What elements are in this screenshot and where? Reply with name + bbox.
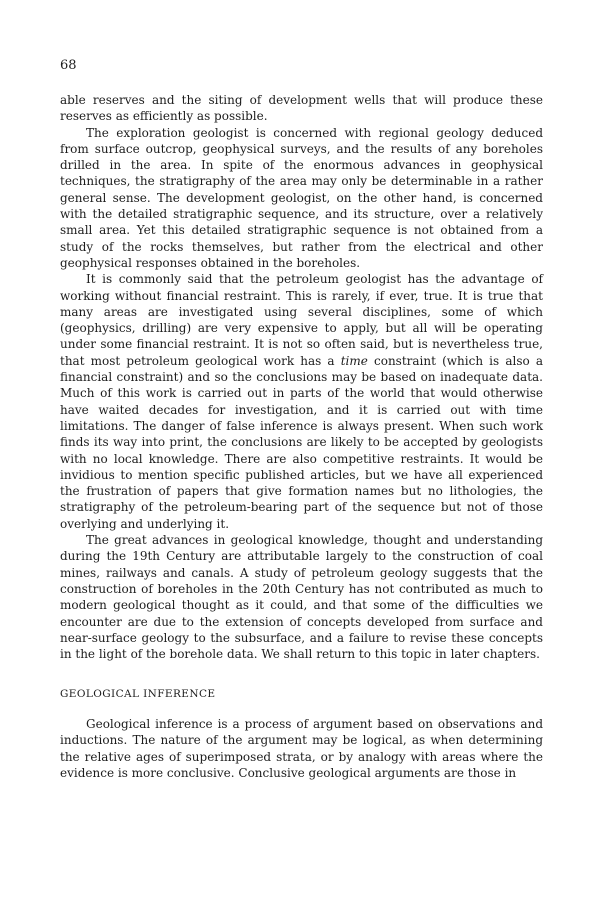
page-number: 68 [60,58,77,73]
paragraph-3-part-b: constraint (which is also a financial constraint) and so the conclusions may be based on inadequate data. Much of this work is carried out in parts of the world that would otherwise have waited decades for investigation, and it is carried out with time limitations. The danger of false inference is always present. When such work finds its way into print, the conclusions are likely to be accepted by geologists with no local knowledge. There are also competitive restraints. It would be invidious to mention specific published articles, but we have all experienced the frustration of papers that give formation names but no lithologies, the stratigraphy of the petroleum-bearing part of the sequence but not of those overlying and underlying it. [60,353,543,531]
paragraph-4: The great advances in geological knowledge, thought and understanding during the 19th Century are attributable largely to the construction of coal mines, railways and canals. A study of petroleum geology suggests that the construction of boreholes in the 20th Century has not contributed as much to modern geological thought as it could, and that some of the difficulties we encounter are due to the extension of concepts developed from surface and near-surface geology to the subsurface, and a failure to revise these concepts in the light of the borehole data. We shall return to this topic in later chapters. [60,533,543,662]
paragraph-2: The exploration geologist is concerned with regional geology deduced from surface outcrop, geophysical surveys, and the results of any boreholes drilled in the area. In spite of the enormous advances in geophysical techniques, the stratigraphy of the area may only be determinable in a rather general sense. The development geologist, on the other hand, is concerned with the detailed stratigraphic sequence, and its structure, over a relatively small area. Yet this detailed stratigraphic sequence is not obtained from a study of the rocks themselves, but rather from the electrical and other geophysical responses obtained in the boreholes. [60,125,543,270]
paragraph-3 [60,271,543,532]
emphasis-time: time [340,353,368,368]
section-paragraph-1: Geological inference is a process of argument based on observations and inductions. The nature of the argument may be logical, as when determining the relative ages of superimposed strata, or by analogy with areas where the evidence is more conclusive. Conclusive geological arguments are those in [60,717,543,780]
section-text [60,716,543,781]
body-text [60,92,543,662]
paragraph-1: able reserves and the siting of development wells that will produce these reserves as efficiently as possible. [60,93,543,124]
section-heading: GEOLOGICAL INFERENCE [60,688,216,700]
paragraph-3-part-a: It is commonly said that the petroleum geologist has the advantage of working without financial restraint. This is rarely, if ever, true. It is true that many areas are investigated using several disciplines, some of which (geophysics, drilling) are very expensive to apply, but all will be operating under some financial restraint. It is not so often said, but is nevertheless true, that most petroleum geological work has a [60,272,543,368]
